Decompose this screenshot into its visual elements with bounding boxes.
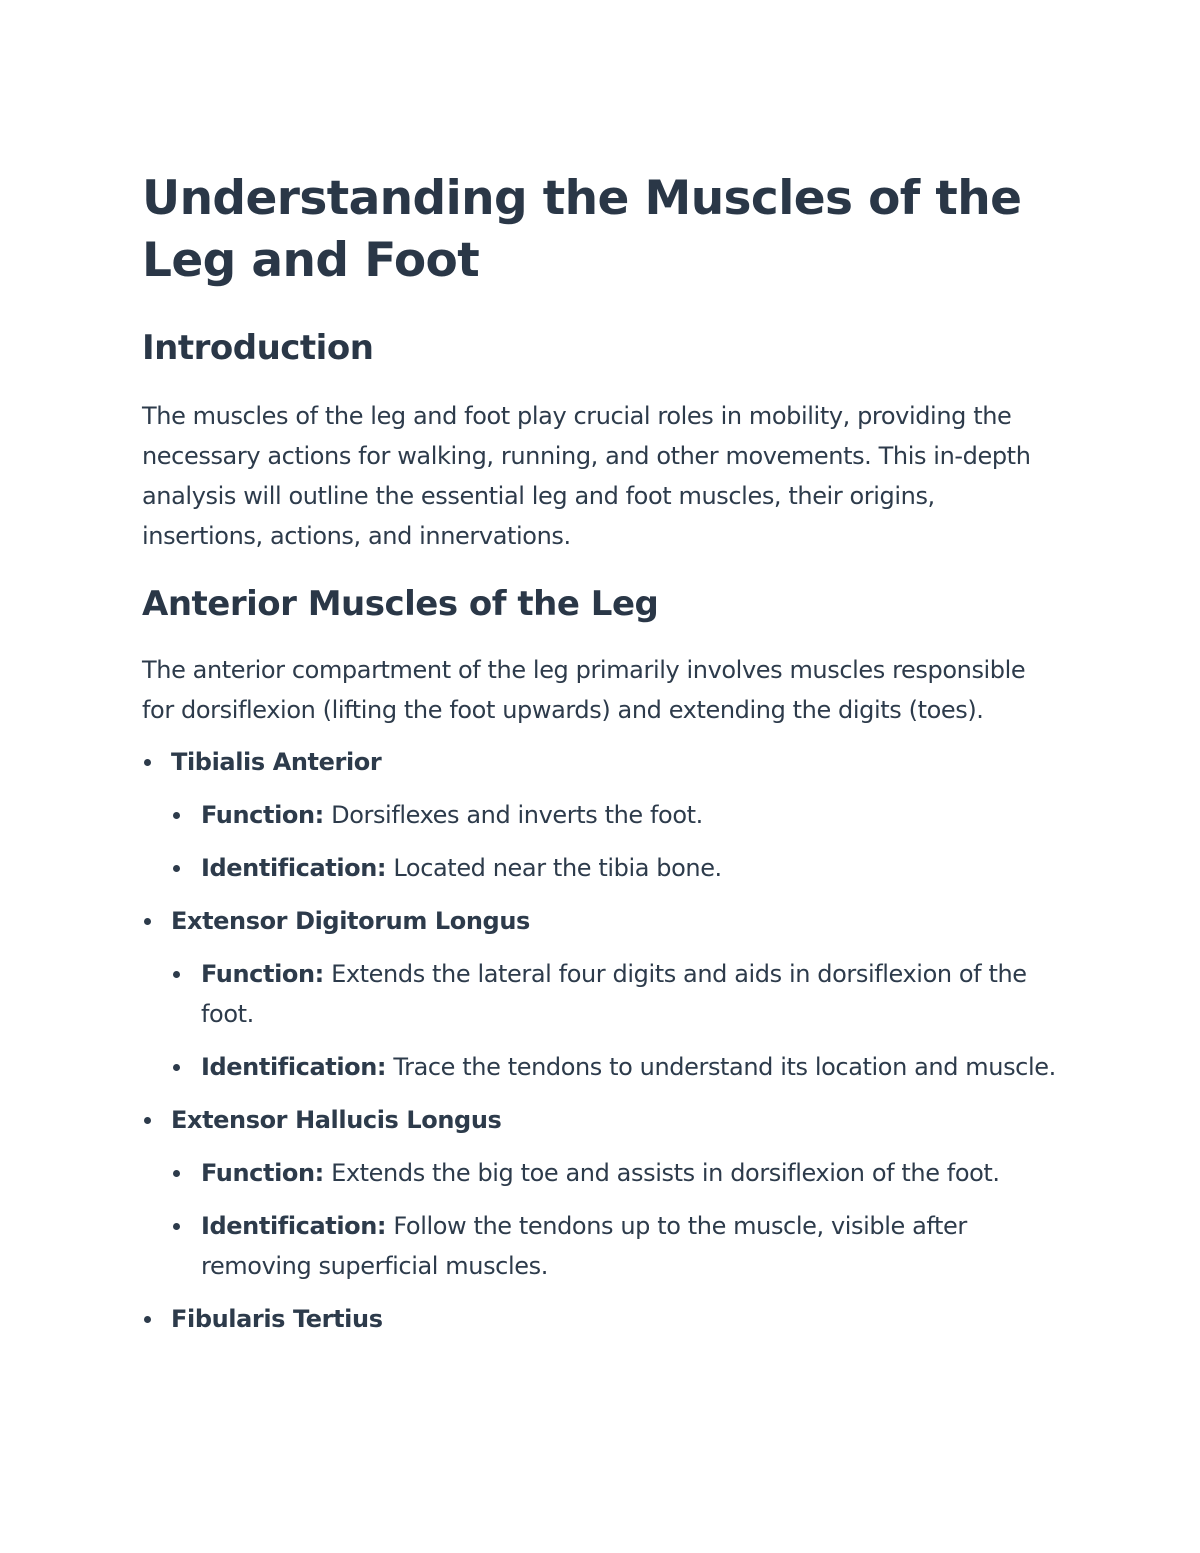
- bullet-icon: [173, 1170, 180, 1177]
- identification-label: Identification:: [201, 854, 387, 882]
- detail-identification: [171, 848, 1062, 888]
- list-item-tibialis-anterior: [142, 742, 1062, 888]
- muscle-details: [171, 954, 1062, 1087]
- heading-introduction: Introduction: [142, 328, 374, 368]
- list-item-extensor-digitorum-longus: [142, 901, 1062, 1087]
- bullet-icon: [144, 1316, 151, 1323]
- identification-text: Follow the tendons up to the muscle, visible after removing superficial muscles.: [201, 1212, 967, 1280]
- muscle-list: [142, 742, 1062, 1339]
- bullet-icon: [173, 865, 180, 872]
- muscle-name: Fibularis Tertius: [171, 1305, 383, 1333]
- function-text: Dorsiflexes and inverts the foot.: [331, 801, 703, 829]
- function-label: Function:: [201, 801, 324, 829]
- bullet-icon: [173, 1223, 180, 1230]
- detail-function: [171, 795, 1062, 835]
- bullet-icon: [144, 759, 151, 766]
- function-label: Function:: [201, 1159, 324, 1187]
- paragraph-introduction: The muscles of the leg and foot play crucial roles in mobility, providing the necessary actions for walking, running, and other movements. This in-depth analysis will outline the essential leg and foot muscles, their origins, insertions, actions, and innervations.: [142, 402, 1031, 550]
- identification-text: Trace the tendons to understand its location and muscle.: [393, 1053, 1056, 1081]
- detail-function: [171, 1153, 1062, 1193]
- heading-anterior-muscles: Anterior Muscles of the Leg: [142, 584, 659, 624]
- identification-label: Identification:: [201, 1212, 387, 1240]
- function-text: Extends the big toe and assists in dorsiflexion of the foot.: [331, 1159, 1000, 1187]
- bullet-icon: [173, 971, 180, 978]
- list-item-fibularis-tertius: [142, 1299, 1062, 1339]
- document-title: Understanding the Muscles of the Leg and Foot: [142, 171, 1022, 288]
- detail-function: [171, 954, 1062, 1034]
- function-label: Function:: [201, 960, 324, 988]
- list-item-extensor-hallucis-longus: [142, 1100, 1062, 1286]
- paragraph-anterior-muscles: The anterior compartment of the leg primarily involves muscles responsible for dorsiflexion (lifting the foot upwards) and extending the digits (toes).: [142, 656, 1026, 724]
- bullet-icon: [144, 1117, 151, 1124]
- document-page: [142, 168, 1062, 1352]
- muscle-details: [171, 795, 1062, 888]
- muscle-name: Extensor Hallucis Longus: [171, 1106, 502, 1134]
- function-text: Extends the lateral four digits and aids in dorsiflexion of the foot.: [201, 960, 1027, 1028]
- bullet-icon: [144, 918, 151, 925]
- muscle-details: [171, 1153, 1062, 1286]
- bullet-icon: [173, 1064, 180, 1071]
- identification-text: Located near the tibia bone.: [393, 854, 722, 882]
- bullet-icon: [173, 812, 180, 819]
- detail-identification: [171, 1047, 1062, 1087]
- detail-identification: [171, 1206, 1062, 1286]
- muscle-name: Tibialis Anterior: [171, 748, 382, 776]
- identification-label: Identification:: [201, 1053, 387, 1081]
- muscle-name: Extensor Digitorum Longus: [171, 907, 530, 935]
